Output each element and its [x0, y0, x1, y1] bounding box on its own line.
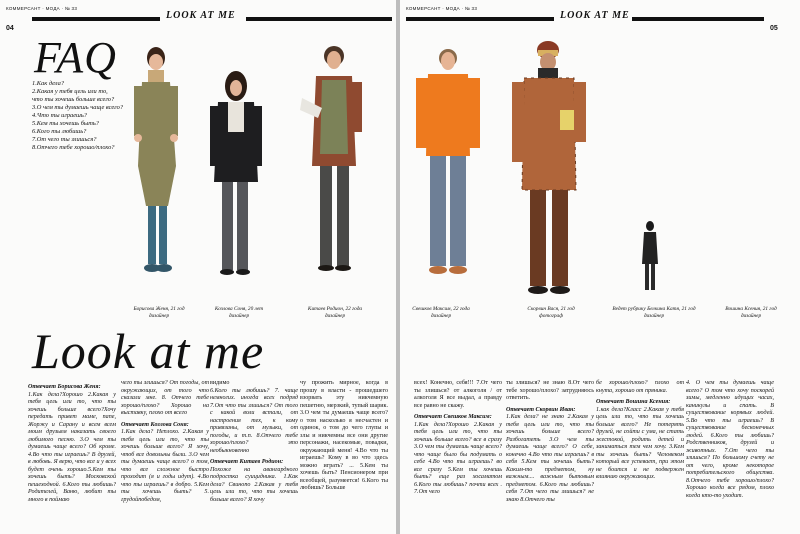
- column-text: 4. О чем ты думаешь чаще всего? О том что хочу поскорей зимы, медленно идущих часах, каникулы и спать. В существование корявых людей. 5.Во что ты играешь? В существование бесконечных людей. 6.Кого ты любишь? Родственников, друзей и животных. 7.От чего ты злишься? По большому счету не от чего, кроме некоторое потребительского общества. 8.Отчего тебе хорошо/плохо? Хорошо когда все рядом, плохо когда кто-то уходит.: [686, 380, 774, 499]
- column-heading: Отвечает Скорвин Иван:: [506, 406, 576, 413]
- text-column-6: [506, 380, 594, 504]
- photo-rodion: [300, 44, 380, 294]
- photo-zhenya: [128, 46, 188, 296]
- column-text: Похоже на авангардного подростка суицидника. 1.Как дела? Свинопо 2.Какая у тебя цель или то, что ты хочешь больше всего? Я хочу: [210, 466, 298, 503]
- section-title: LOOK AT ME: [166, 10, 236, 21]
- column-text: 1.Как дела?Хорошо 2.Какая у тебя цель или то, что ты хочешь больше всего? все в сразу 3.О чем ты думаешь чаще всего? что чаще было бы подумать о себе 4.Во что ты играешь? во все сразу 5.Кем ты хочешь быть? еще раз хосаматом 6.Кого ты любишь? почти всех . 7.От чего: [414, 421, 502, 495]
- text-column-2: [121, 380, 209, 504]
- caption-katya: [606, 306, 702, 319]
- faq-question: 6.Кого ты любишь?: [32, 128, 87, 135]
- faq-question: 1.Как дела?: [32, 80, 65, 87]
- caption-role: дизайнер: [324, 312, 346, 319]
- header-rule: [632, 17, 764, 21]
- column-heading: Отвечает Борисова Женя:: [28, 384, 101, 390]
- column-heading: Отвечает Вошина Ксения:: [596, 399, 671, 405]
- faq-question: 5.Кем ты хочешь быть?: [32, 120, 99, 127]
- caption-role: дизайнер: [643, 312, 665, 319]
- page-number: 04: [6, 25, 14, 32]
- caption-name: Скорвин Вася, 21 год: [527, 306, 575, 312]
- faq-question: что ты хочешь больше всего?: [32, 96, 115, 103]
- faq-title: FAQ: [34, 33, 117, 82]
- column-text: 1.как дела?Класс 2.Какая у тебя цель или то, что ты хочешь больше всего? Не потерять друзей, не сойти с ума, не стать жестокой, родить детей и заниматься тем чем хочу. 3.Кем ты хочешь быть? Человеком который все успевает, при этом не боится и не подвержен влиянию окружающих.: [596, 406, 684, 480]
- look-at-me-title: Look at me: [32, 323, 265, 379]
- text-column-3: [210, 380, 298, 504]
- text-column-4: [300, 380, 388, 493]
- caption-zhenya: [120, 306, 198, 319]
- column-heading: Отвечает Козлова Соня:: [121, 421, 189, 428]
- column-text: бе хорошо/плохо? плохо от кнута, хорошо от пряника.: [596, 380, 684, 394]
- caption-role: дизайнер: [740, 312, 762, 319]
- page-number: 05: [770, 25, 778, 32]
- header-rule: [32, 17, 160, 21]
- section-title: LOOK AT ME: [560, 10, 630, 21]
- column-heading: Отвечает Свешков Максим:: [414, 414, 492, 420]
- column-text: 6.Кого ты любишь? 7. чаще немногих. иногда всех подряд 7.От что ты злишься? От того с какой воли встали, от настроения тех, к кому привязаны, от музыки, от погоды, и т.п. 8.Отчего тебе хорошо/плохо? это необыкновенно: [210, 387, 298, 454]
- left-page: [0, 0, 396, 534]
- caption-role: дизайнер: [430, 312, 452, 319]
- photo-katya: [640, 220, 660, 295]
- caption-role: дизайнер: [228, 312, 250, 319]
- caption-name: Борисова Женя, 21 год: [133, 306, 185, 312]
- text-column-1: [28, 380, 116, 504]
- caption-vasya: [512, 306, 590, 319]
- faq-question: 8.Отчего тебе хорошо/плохо?: [32, 144, 115, 151]
- caption-rodion: [296, 306, 374, 319]
- caption-name: Свешков Максим, 22 года: [412, 306, 470, 312]
- photo-sonya: [206, 72, 266, 292]
- photo-vasya: [512, 40, 592, 300]
- column-text: 1.Как дела? не знаю 2.Какая у тебя цель или то, что ты хочешь больше всего? Разбогатеть 3.О чем ты думаешь чаще всего? О себе, конечно 4.Во что ты играешь? в себя 5.Кем ты хочешь быть? Каким-то предметом, ну важным.... важным бытовым предметом. 6.Кого ты любишь? себя 7.От чего ты злишься? не знаю 8.Отчего ты: [506, 414, 594, 503]
- magazine-name: КОММЕРСАНТ · МОДА · № 33: [406, 6, 478, 11]
- column-text: всех! Конечно, себя!!! 7.От чего ты злишься? от алкоголя / от алкоголя Я все выдал, а правду все равно не скажу.: [414, 380, 502, 409]
- caption-maxim: [402, 306, 480, 319]
- header-rule: [406, 17, 554, 21]
- faq-question: 2.Какая у тебя цель или то,: [32, 88, 108, 95]
- caption-name: Китаев Родион, 22 года: [307, 306, 363, 312]
- text-column-7: [596, 380, 684, 482]
- header-rule: [246, 17, 392, 21]
- faq-question: 3.О чем ты думаешь чаще всего?: [32, 104, 124, 111]
- text-column-8: [686, 380, 774, 500]
- caption-ksenia: [712, 306, 790, 319]
- magazine-name: КОММЕРСАНТ · МОДА · № 33: [6, 6, 78, 11]
- caption-role: дизайнер: [148, 312, 170, 319]
- faq-question: 4.Что ты играешь?: [32, 112, 87, 119]
- right-page: [400, 0, 800, 534]
- faq-question: 7.От чего ты злишься?: [32, 136, 97, 143]
- column-text: чу прожить мирное, когда в прошу в власти - прошедшего взорвать эту никчемную пешетню, мерзкий, тупый шарик. 3.О чем ты думаешь чаще всего? о том насколько я несчастен и одинок, о том до чего глупы и злы и никчемны все они другие персонажи, насекомые, повадки, окружающий меня! 4.Во что ты играешь? Кому в во что здесь можно играть? ... 5.Кем ты хочешь быть? Пенсионером при всеобщей, разумеется! 6.Кого ты любишь? Больше: [300, 380, 388, 491]
- caption-sonya: [200, 306, 278, 319]
- column-text: чего ты злишься? От погоды, от окружающих, от того что сказали мне. 8. Отчего тебе хорошо/плохо? Хорошо на выставку, плохо от всего: [121, 380, 209, 416]
- column-text: ты злишься? не знаю 8.От чего тебе хорошо/плохо? затрудняюсь ответить.: [506, 380, 594, 401]
- faq-questions: [32, 80, 137, 152]
- caption-name: Ведет рубрику Белкина Катя, 21 год: [612, 306, 696, 312]
- caption-role: фотограф: [539, 312, 563, 319]
- caption-name: Вошина Ксения, 21 год: [725, 306, 777, 312]
- column-text: видимо: [210, 380, 230, 386]
- column-heading: Отвечает Китаев Родион:: [210, 459, 284, 465]
- text-column-5: [414, 380, 502, 497]
- photo-maxim: [414, 46, 484, 296]
- caption-name: Козлова Соня, 20 лет: [214, 306, 264, 312]
- column-text: 1.Как дела?Хорошо 2.Какая у тебя цель или то, что ты хочешь больше всего?Хочу передать привет маме, папе, Жоржу и Сарану и всем всем моим друзьям наказать своего любимого песню. 3.О чем ты думаешь чаще всего? Об кроме. 4.Во что ты играешь? В друзей, в любовь. Я верю, что все и у всех будет очень хорошо.5.Кем ты хочешь быть? Московской пешеходной. 6.Кого ты любишь? Родителей, Ваню, любит ты много в поймаю: [28, 391, 116, 503]
- column-text: 1.Как дела? Неплохо. 2.Какая у тебя цель или то, что ты хочешь больше всего? Я хочу, чтоб все довольны были. 3.О чем ты думаешь чаще всего? о том, что все сложное быстро проходит (я и годы идут). 4.Во что ты играешь? в добро. 5.Кем ты хочешь быть? 5. грудойпобедом,: [121, 429, 209, 503]
